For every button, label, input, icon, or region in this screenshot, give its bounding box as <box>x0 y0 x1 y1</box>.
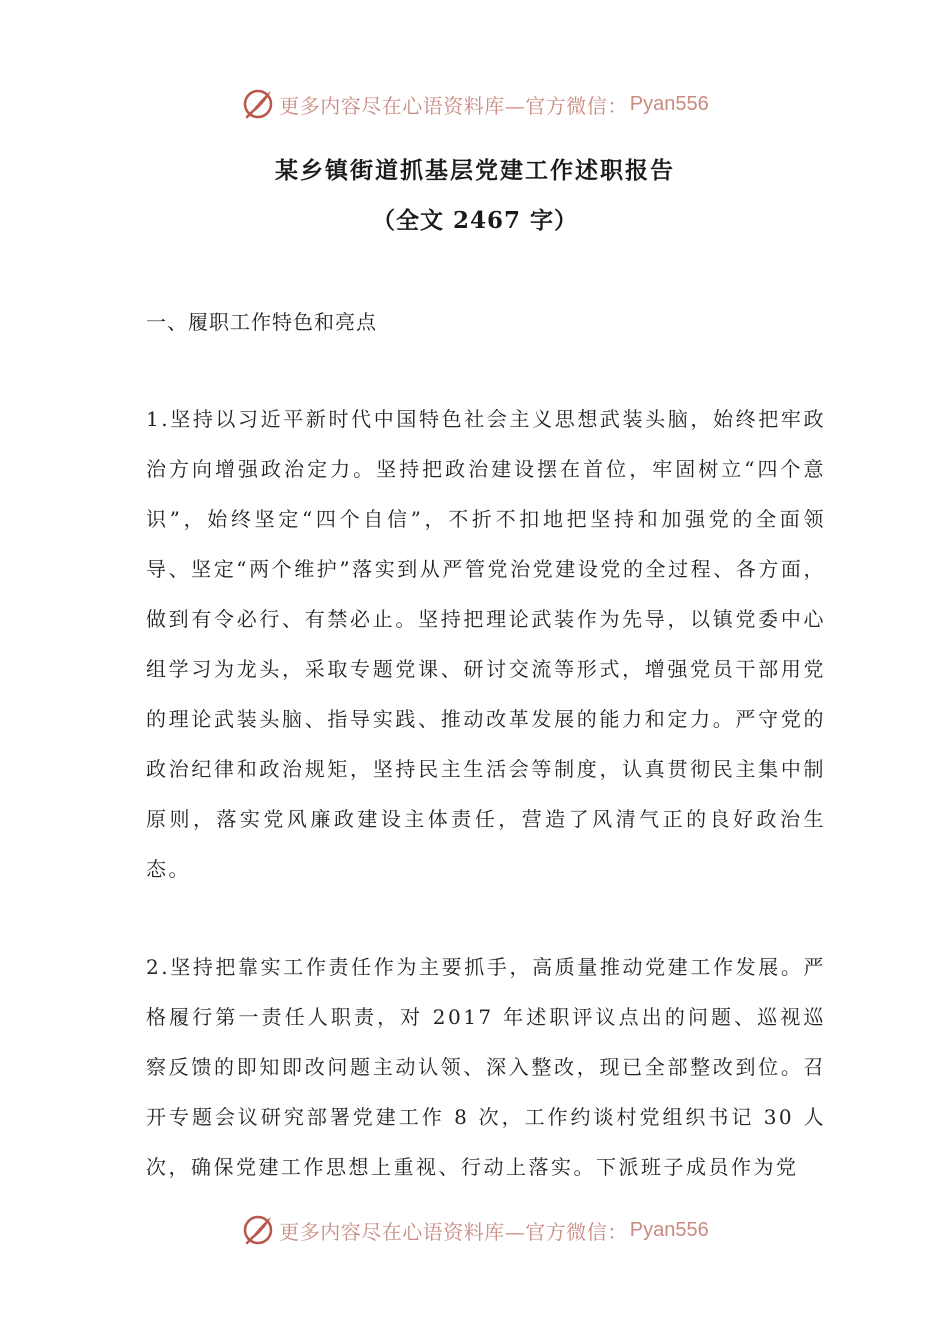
paragraph-1: 1.坚持以习近平新时代中国特色社会主义思想武装头脑，始终把牢政治方向增强政治定力。坚持把政治建设摆在首位，牢固树立“四个意识”，始终坚定“四个自信”，不折不扣地把坚持和加强党的全面领导、坚定“两个维护”落实到从严管党治党建设党的全过程、各方面，做到有令必行、有禁必止。坚持把理论武装作为先导，以镇党委中心组学习为龙头，采取专题党课、研讨交流等形式，增强党员干部用党的理论武装头脑、指导实践、推动改革发展的能力和定力。严守党的政治纪律和政治规矩，坚持民主生活会等制度，认真贯彻民主集中制原则，落实党风廉政建设主体责任，营造了风清气正的良好政治生态。 <box>146 407 826 881</box>
watermark-footer <box>0 1210 950 1250</box>
watermark-text: 更多内容尽在心语资料库—官方微信： <box>279 93 628 118</box>
paragraph-2: 2.坚持把靠实工作责任作为主要抓手，高质量推动党建工作发展。严格履行第一责任人职责，对 2017 年述职评议点出的问题、巡视巡察反馈的即知即改问题主动认领、深入整改，现已全部整改到位。召开专题会议研究部署党建工作 8 次，工作约谈村党组织书记 30 人次，确保党建工作思想上重视、行动上落实。下派班子成员作为党 <box>146 955 826 1179</box>
quill-logo-icon <box>241 87 275 121</box>
watermark-text: 更多内容尽在心语资料库—官方微信： <box>279 1219 628 1244</box>
watermark-wechat-id: Pyan556 <box>629 92 709 115</box>
document-title: 某乡镇街道抓基层党建工作述职报告 <box>275 157 675 184</box>
quill-logo-icon <box>241 1213 275 1247</box>
document-subtitle: （全文 2467 字） <box>371 207 579 234</box>
watermark-wechat-id: Pyan556 <box>629 1218 709 1241</box>
section-heading: 一、履职工作特色和亮点 <box>146 310 377 334</box>
watermark-header <box>0 84 950 124</box>
